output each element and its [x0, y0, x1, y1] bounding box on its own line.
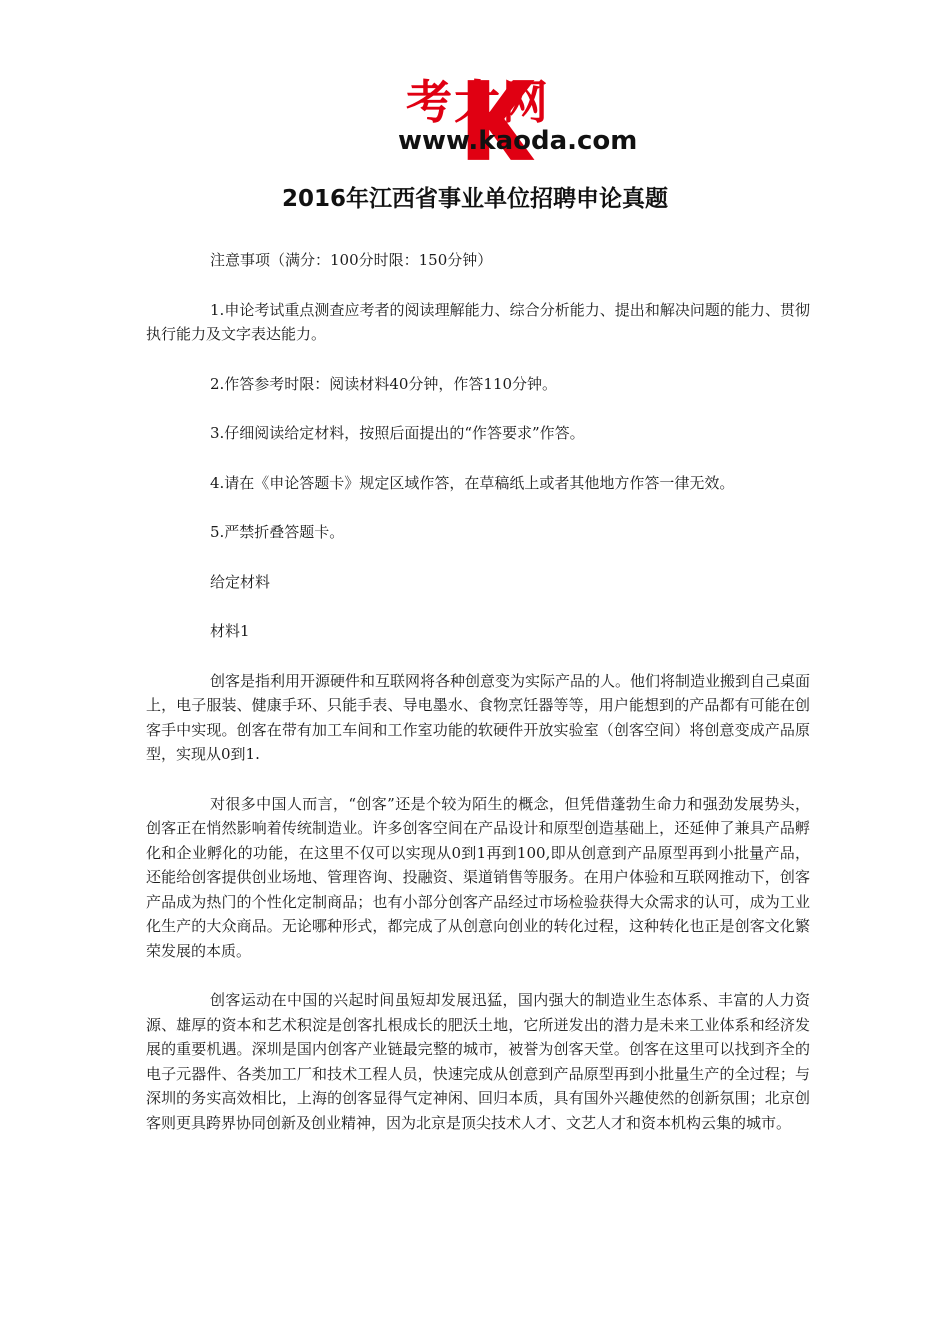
logo-url: www.kaoda.com: [398, 126, 638, 156]
material-paragraph: 创客运动在中国的兴起时间虽短却发展迅猛，国内强大的制造业生态体系、丰富的人力资源、雄厚的资本和艺术积淀是创客扎根成长的肥沃土地，它所迸发出的潜力是未来工业体系和经济发展的重要机遇。深圳是国内创客产业链最完整的城市，被誉为创客天堂。创客在这里可以找到齐全的电子元器件、各类加工厂和技术工程人员，快速完成从创意到产品原型再到小批量生产的全过程；与深圳的务实高效相比，上海的创客显得气定神闲、回归本质，具有国外兴趣使然的创新氛围；北京创客则更具跨界协同创新及创业精神，因为北京是顶尖技术人才、文艺人才和资本机构云集的城市。: [146, 991, 810, 1132]
document-title: 2016年江西省事业单位招聘申论真题: [281, 186, 668, 212]
material-paragraph: 对很多中国人而言，“创客”还是个较为陌生的概念，但凭借蓬勃生命力和强劲发展势头，创客正在悄然影响着传统制造业。许多创客空间在产品设计和原型创造基础上，还延伸了兼具产品孵化和企业孵化的功能，在这里不仅可以实现从0到1再到100,即从创意到产品原型再到小批量产品，还能给创客提供创业场地、管理咨询、投融资、渠道销售等服务。在用户体验和互联网推动下，创客产品成为热门的个性化定制商品；也有小部分创客产品经过市场检验获得大众需求的认可，成为工业化生产的大众商品。无论哪种形式，都完成了从创意向创业的转化过程，这种转化也正是创客文化繁荣发展的本质。: [146, 794, 810, 960]
material-paragraph: 创客是指利用开源硬件和互联网将各种创意变为实际产品的人。他们将制造业搬到自己桌面上，电子服装、健康手环、只能手表、导电墨水、食物烹饪器等等，用户能想到的产品都有可能在创客手中实现。创客在带有加工车间和工作室功能的软硬件开放实验室（创客空间）将创意变成产品原型，实现从0到1.: [146, 671, 811, 763]
notice-item: 3.仔细阅读给定材料，按照后面提出的“作答要求”作答。: [210, 424, 585, 442]
notice-heading: 注意事项（满分：100分时限：150分钟）: [210, 251, 493, 269]
document-body: [146, 248, 810, 1160]
notice-item: 4.请在《申论答题卡》规定区域作答，在草稿纸上或者其他地方作答一律无效。: [210, 473, 735, 492]
logo-chinese-name: 考大网: [406, 75, 550, 129]
notice-item: 5.严禁折叠答题卡。: [210, 523, 345, 541]
section-heading: 给定材料: [210, 572, 271, 591]
notice-item: 2.作答参考时限：阅读材料40分钟，作答110分钟。: [210, 374, 558, 393]
notice-item: 1.申论考试重点测查应考者的阅读理解能力、综合分析能力、提出和解决问题的能力、贯彻执行能力及文字表达能力。: [146, 300, 810, 343]
kaoda-logo[interactable]: [340, 76, 660, 160]
material-heading: 材料1: [210, 622, 250, 640]
